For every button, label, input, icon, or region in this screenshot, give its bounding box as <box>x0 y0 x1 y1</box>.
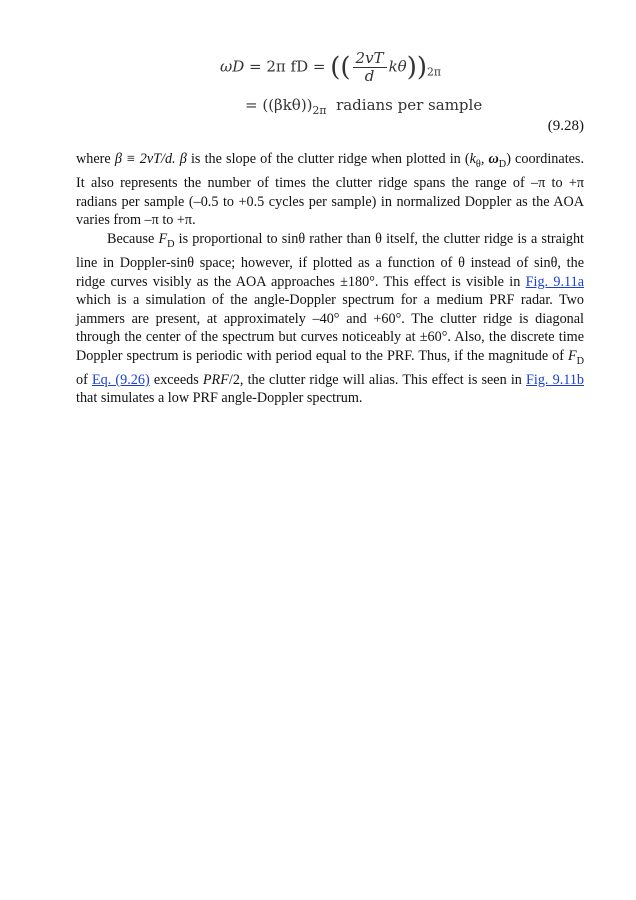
p2-text: of <box>76 371 92 388</box>
sub-2pi: 2π <box>426 65 441 79</box>
k-sub: θ <box>475 158 481 170</box>
fraction-numerator: 2vT <box>353 50 387 68</box>
link-fig-9-11a[interactable]: Fig. 9.11a <box>525 273 584 290</box>
link-eq-9-26[interactable]: Eq. (9.26) <box>91 371 150 388</box>
p1-text: where <box>76 151 115 167</box>
p1-text: is the slope of the clutter ridge when plotted in ( <box>186 151 470 167</box>
equation-line-1: ωD = 2π fD = (( $\frac{2vT}{d}$ $k\theta))_{2\pi}$ <box>220 49 441 85</box>
f-sub: D <box>167 238 175 250</box>
line2-sub: 2π <box>312 104 327 117</box>
body-text <box>76 150 584 408</box>
eq-part: = 2π fD = <box>244 57 331 76</box>
paragraph-1 <box>76 150 584 230</box>
fraction-denominator: d <box>364 67 375 85</box>
p2-text: Because <box>107 230 159 247</box>
f-symbol: F <box>567 347 577 364</box>
line2-tail: radians per sample <box>336 96 483 114</box>
k-symbol: k <box>469 151 476 167</box>
line2-eq: = ((βkθ)) <box>245 96 313 114</box>
prf-symbol: PRF <box>202 371 229 388</box>
omega-symbol: ω <box>488 151 499 167</box>
p2-text: /2, the clutter ridge will alias. This effect is seen in <box>228 371 526 388</box>
p2-text: is proportional to sinθ rather than θ itself, the clutter ridge is a straight line in Doppler-sinθ space; however, if plotted as a function of θ instead of sinθ, the ridge curves visibly as the AOA approaches ±180°. This effect is visible in <box>76 230 584 290</box>
f-sub: D <box>576 355 584 367</box>
omega-sub: D <box>498 158 507 170</box>
fraction <box>353 50 387 85</box>
equation-number: (9.28) <box>547 118 584 134</box>
link-fig-9-11b[interactable]: Fig. 9.11b <box>526 371 585 388</box>
equation-line-2 <box>245 96 482 117</box>
p2-text: exceeds <box>149 371 203 388</box>
k-theta: kθ <box>388 57 407 76</box>
equation-9-28 <box>216 40 483 118</box>
omega-d: ωD <box>220 57 245 76</box>
p2-text: that simulates a low PRF angle-Doppler spectrum. <box>76 390 363 407</box>
p1-text: ) coordinates. It also represents the number of times the clutter ridge spans the range of –π to +π radians per sample (–0.5 to +0.5 cycles per sample) in normalized Doppler as the AOA varies from –π to +π. <box>76 151 584 229</box>
f-symbol: F <box>158 230 168 247</box>
p2-text: which is a simulation of the angle-Doppler spectrum for a medium PRF radar. Two jammers are present, at approximately –40° and +60°. The clutter ridge is diagonal through the center of the spectrum but curves noticeably at ±60°. Also, the discrete time Doppler spectrum is periodic with period equal to the PRF. Thus, if the magnitude of <box>76 292 584 364</box>
beta-definition: β ≡ 2vT/d. β <box>114 151 187 167</box>
p1-comma: , <box>480 151 489 167</box>
paragraph-2 <box>76 230 584 408</box>
